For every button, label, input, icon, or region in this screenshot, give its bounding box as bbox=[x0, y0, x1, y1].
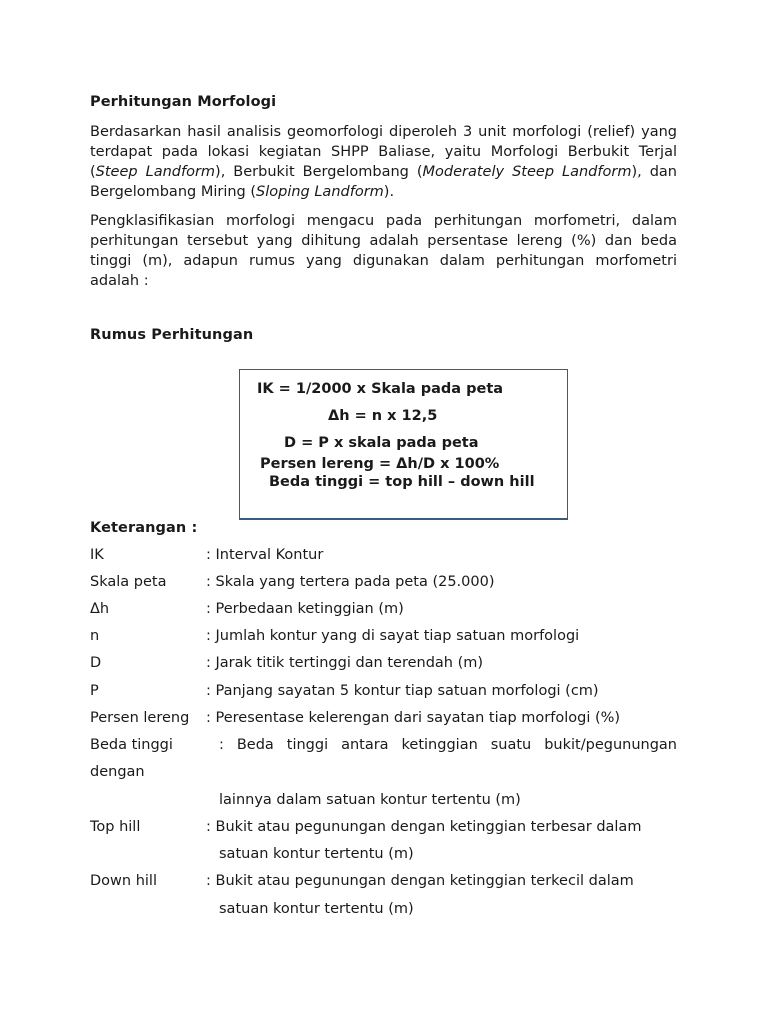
p1-text-g: ). bbox=[383, 184, 395, 200]
definition-term: Δh bbox=[90, 601, 110, 617]
definition-term: IK bbox=[90, 547, 104, 563]
p1-text-e: ), dan Bergelombang Miring ( bbox=[90, 164, 678, 200]
beda-tinggi-line bbox=[90, 737, 677, 753]
formula-ik: IK = 1/2000 x Skala pada peta bbox=[257, 381, 504, 397]
formula-box bbox=[239, 369, 568, 520]
intro-paragraph-1 bbox=[90, 122, 677, 202]
beda-tinggi-word: antara bbox=[341, 737, 389, 753]
definition-desc: : Interval Kontur bbox=[206, 547, 324, 563]
definition-term: Persen lereng bbox=[90, 710, 190, 726]
p1-italic-steep: Steep Landform bbox=[95, 164, 216, 180]
definition-term: Skala peta bbox=[90, 574, 167, 590]
beda-tinggi-line-3: lainnya dalam satuan kontur tertentu (m) bbox=[219, 792, 521, 808]
down-hill-continuation: satuan kontur tertentu (m) bbox=[219, 901, 414, 917]
definition-term: Down hill bbox=[90, 873, 157, 889]
beda-tinggi-word: bukit/pegunungan bbox=[544, 737, 677, 753]
top-hill-continuation: satuan kontur tertentu (m) bbox=[219, 846, 414, 862]
beda-tinggi-colon: : bbox=[218, 737, 224, 753]
beda-tinggi-line-2: dengan bbox=[90, 764, 145, 780]
formula-heading: Rumus Perhitungan bbox=[90, 327, 254, 343]
definition-term: Top hill bbox=[90, 819, 141, 835]
definition-desc: : Bukit atau pegunungan dengan ketinggian terkecil dalam bbox=[206, 873, 634, 889]
legend-heading: Keterangan : bbox=[90, 520, 198, 536]
definition-term: n bbox=[90, 628, 100, 644]
formula-d: D = P x skala pada peta bbox=[284, 435, 479, 451]
beda-tinggi-term: Beda tinggi bbox=[90, 737, 173, 753]
definition-desc: : Peresentase kelerengan dari sayatan tiap morfologi (%) bbox=[206, 710, 621, 726]
definition-term: D bbox=[90, 655, 102, 671]
beda-tinggi-word: ketinggian bbox=[401, 737, 478, 753]
p1-text-c: ), Berbukit Bergelombang ( bbox=[215, 164, 423, 180]
definition-desc: : Panjang sayatan 5 kontur tiap satuan morfologi (cm) bbox=[206, 683, 599, 699]
formula-persen-lereng: Persen lereng = Δh/D x 100% bbox=[260, 456, 500, 472]
beda-tinggi-word: tinggi bbox=[286, 737, 329, 753]
intro-paragraph-2: Pengklasifikasian morfologi mengacu pada perhitungan morfometri, dalam perhitungan tersebut yang dihitung adalah persentase lereng (%) dan beda tinggi (m), adapun rumus yang digunakan dalam perhitungan morfometri adalah : bbox=[90, 213, 677, 289]
beda-tinggi-term-group bbox=[90, 737, 206, 753]
formula-delta-h: Δh = n x 12,5 bbox=[328, 408, 438, 424]
beda-tinggi-word: suatu bbox=[490, 737, 532, 753]
beda-tinggi-word: Beda bbox=[236, 737, 274, 753]
definition-term: P bbox=[90, 683, 99, 699]
definition-desc: : Perbedaan ketinggian (m) bbox=[206, 601, 404, 617]
definition-desc: : Jarak titik tertinggi dan terendah (m) bbox=[206, 655, 484, 671]
definition-desc: : Skala yang tertera pada peta (25.000) bbox=[206, 574, 495, 590]
p1-italic-sloping: Sloping Landform bbox=[256, 184, 384, 200]
section-title: Perhitungan Morfologi bbox=[90, 94, 277, 110]
p1-italic-moderately-steep: Moderately Steep Landform bbox=[422, 164, 632, 180]
definition-desc: : Jumlah kontur yang di sayat tiap satuan morfologi bbox=[206, 628, 580, 644]
p1-text-a: Berdasarkan hasil analisis geomorfologi diperoleh 3 unit morfologi (relief) yang terdapat pada lokasi kegiatan SHPP Baliase, yaitu Morfologi Berbukit Terjal ( bbox=[90, 124, 677, 180]
formula-beda-tinggi: Beda tinggi = top hill – down hill bbox=[269, 474, 535, 490]
definition-desc: : Bukit atau pegunungan dengan ketinggian terbesar dalam bbox=[206, 819, 642, 835]
